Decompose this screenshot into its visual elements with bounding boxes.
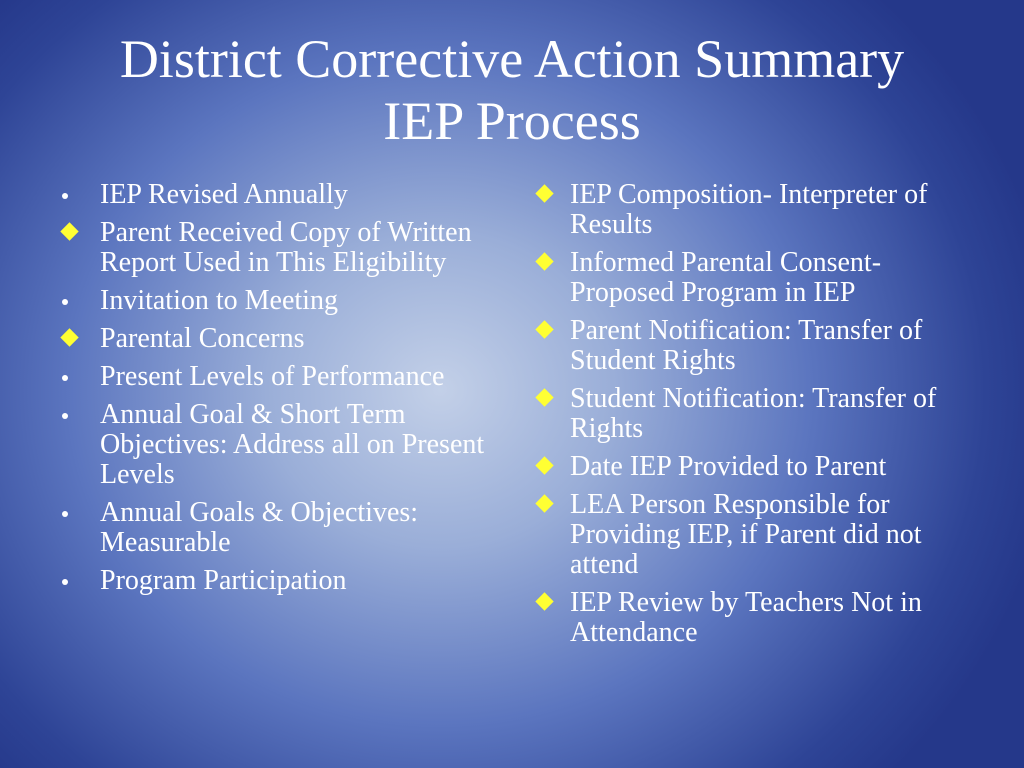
list-item-text: Informed Parental Consent- Proposed Program in IEP [570, 247, 882, 308]
slide-title [0, 28, 1024, 152]
bullet-dot-icon [58, 400, 90, 430]
bullet-dot-icon [58, 286, 90, 316]
list-item [533, 248, 973, 308]
list-item [58, 400, 498, 490]
list-item-text: Invitation to Meeting [100, 285, 338, 316]
list-item [58, 566, 498, 596]
list-item-text: Annual Goals & Objectives: Measurable [100, 497, 419, 558]
list-item-text: Parental Concerns [100, 323, 305, 354]
list-item [58, 324, 498, 354]
list-item [533, 384, 973, 444]
list-item [58, 218, 498, 278]
list-item-text: Parent Notification: Transfer of Student Rights [570, 315, 923, 376]
bullet-diamond-icon [533, 180, 565, 210]
list-item [58, 286, 498, 316]
bullet-dot-icon [58, 566, 90, 596]
list-item [533, 316, 973, 376]
bullet-diamond-icon [533, 588, 565, 618]
list-item [533, 490, 973, 580]
bullet-diamond-icon [533, 316, 565, 346]
bullet-diamond-icon [533, 248, 565, 278]
list-item [58, 498, 498, 558]
list-item-text: IEP Review by Teachers Not in Attendance [570, 587, 922, 648]
bullet-dot-icon [58, 180, 90, 210]
list-item-text: Annual Goal & Short Term Objectives: Address all on Present Levels [100, 399, 485, 490]
bullet-dot-icon [58, 362, 90, 392]
list-item-text: Program Participation [100, 565, 347, 596]
list-item [533, 180, 973, 240]
bullet-diamond-icon [58, 324, 90, 354]
list-item [58, 362, 498, 392]
list-item-text: Present Levels of Performance [100, 361, 445, 392]
bullet-dot-icon [58, 498, 90, 528]
list-item-text: LEA Person Responsible for Providing IEP, if Parent did not attend [570, 489, 922, 580]
list-item [58, 180, 498, 210]
slide-title-line-2: IEP Process [383, 91, 641, 151]
left-bullet-list [58, 180, 498, 604]
bullet-diamond-icon [533, 490, 565, 520]
list-item [533, 588, 973, 648]
bullet-diamond-icon [58, 218, 90, 248]
list-item-text: Student Notification: Transfer of Rights [570, 383, 937, 444]
bullet-diamond-icon [533, 452, 565, 482]
bullet-diamond-icon [533, 384, 565, 414]
list-item-text: Parent Received Copy of Written Report Used in This Eligibility [100, 217, 472, 278]
list-item-text: IEP Revised Annually [100, 179, 348, 210]
list-item-text: Date IEP Provided to Parent [570, 451, 887, 482]
list-item-text: IEP Composition- Interpreter of Results [570, 179, 928, 240]
list-item [533, 452, 973, 482]
slide-title-line-1: District Corrective Action Summary [119, 29, 905, 89]
right-bullet-list [533, 180, 973, 656]
